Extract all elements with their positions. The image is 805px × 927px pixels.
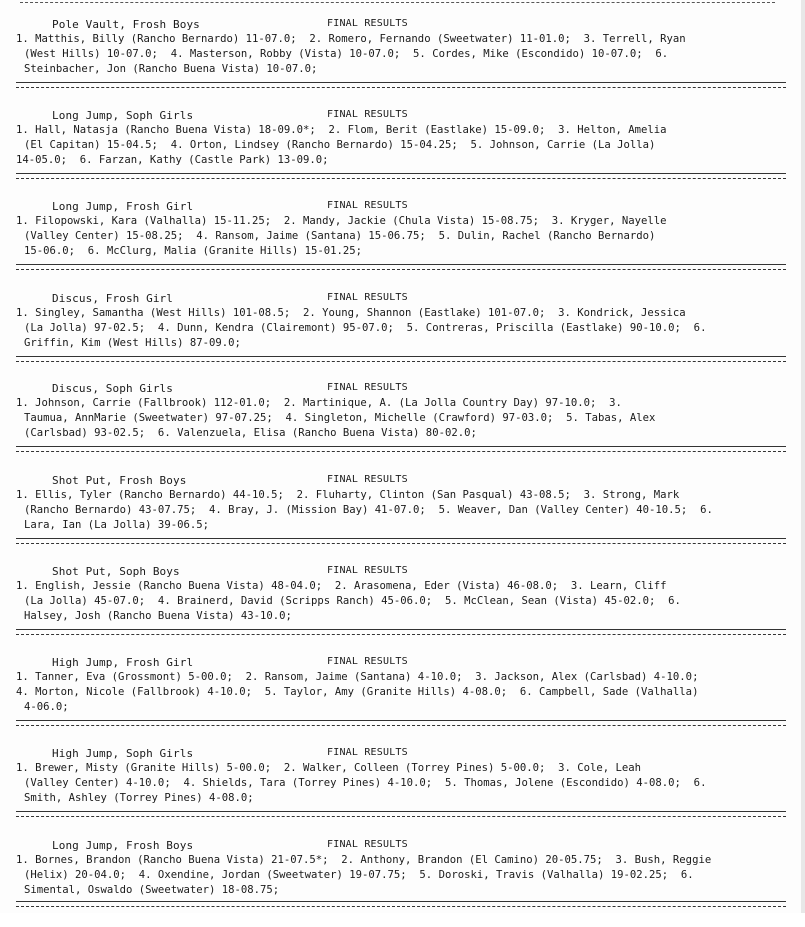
event-results [16,488,776,533]
event-status: FINAL RESULTS [327,839,408,850]
result-line: 1. Tanner, Eva (Grossmont) 5-00.0; 2. Ransom, Jaime (Santana) 4-10.0; 3. Jackson, Alex (Carlsbad) 4-10.0; [16,671,699,683]
event-header [0,472,805,488]
event-header [0,654,805,670]
event-section [0,472,805,562]
section-divider [16,629,786,635]
result-line: (Helix) 20-04.0; 4. Oxendine, Jordan (Sweetwater) 19-07.75; 5. Doroski, Travis (Valhalla) 19-02.25; 6. [24,869,694,881]
result-line: (Carlsbad) 93-02.5; 6. Valenzuela, Elisa (Rancho Buena Vista) 80-02.0; [24,427,477,439]
event-title: High Jump, Frosh Girl [52,656,194,669]
result-line: 1. Matthis, Billy (Rancho Bernardo) 11-07.0; 2. Romero, Fernando (Sweetwater) 11-01.0; 3. Terrell, Ryan [16,33,686,45]
event-status: FINAL RESULTS [327,109,408,120]
event-results [16,123,776,168]
event-header [0,837,805,853]
result-line: (La Jolla) 97-02.5; 4. Dunn, Kendra (Clairemont) 95-07.0; 5. Contreras, Priscilla (Eastlake) 90-10.0; 6. [24,322,707,334]
result-line: (Valley Center) 15-08.25; 4. Ransom, Jaime (Santana) 15-06.75; 5. Dulin, Rachel (Rancho Bernardo) [24,230,656,242]
event-title: High Jump, Soph Girls [52,747,194,760]
result-line: (Rancho Bernardo) 43-07.75; 4. Bray, J. (Mission Bay) 41-07.0; 5. Weaver, Dan (Valley Center) 40-10.5; 6. [24,504,713,516]
event-header [0,563,805,579]
event-title: Shot Put, Frosh Boys [52,474,187,487]
result-line: 1. Brewer, Misty (Granite Hills) 5-00.0; 2. Walker, Colleen (Torrey Pines) 5-00.0; 3. Cole, Leah [16,762,642,774]
page-edge [801,0,805,913]
top-divider [20,2,775,3]
section-divider [16,446,786,452]
event-header [0,107,805,123]
result-line: Smith, Ashley (Torrey Pines) 4-08.0; [24,792,254,804]
event-section [0,16,805,106]
event-header [0,198,805,214]
event-title: Discus, Frosh Girl [52,292,174,305]
event-section [0,380,805,470]
section-divider [16,811,786,817]
result-line: 4-06.0; [24,701,69,713]
event-results [16,214,776,259]
result-line: Halsey, Josh (Rancho Buena Vista) 43-10.0; [24,610,292,622]
section-divider [16,82,786,88]
section-divider [16,901,786,907]
result-line: 4. Morton, Nicole (Fallbrook) 4-10.0; 5. Taylor, Amy (Granite Hills) 4-08.0; 6. Campbell, Sade (Valhalla) [16,686,699,698]
result-line: 1. Singley, Samantha (West Hills) 101-08.5; 2. Young, Shannon (Eastlake) 101-07.0; 3. Kondrick, Jessica [16,307,686,319]
result-line: 14-05.0; 6. Farzan, Kathy (Castle Park) 13-09.0; [16,154,329,166]
event-section [0,563,805,653]
section-divider [16,720,786,726]
event-results [16,306,776,351]
event-section [0,654,805,744]
event-status: FINAL RESULTS [327,200,408,211]
result-line: 1. Ellis, Tyler (Rancho Bernardo) 44-10.5; 2. Fluharty, Clinton (San Pasqual) 43-08.5; 3. Strong, Mark [16,489,680,501]
event-title: Long Jump, Frosh Girl [52,200,194,213]
result-line: (La Jolla) 45-07.0; 4. Brainerd, David (Scripps Ranch) 45-06.0; 5. McClean, Sean (Vista) 45-02.0; 6. [24,595,681,607]
event-status: FINAL RESULTS [327,747,408,758]
result-line: (West Hills) 10-07.0; 4. Masterson, Robby (Vista) 10-07.0; 5. Cordes, Mike (Escondido) 10-07.0; 6. [24,48,669,60]
event-status: FINAL RESULTS [327,565,408,576]
result-line: Simental, Oswaldo (Sweetwater) 18-08.75; [24,884,280,896]
event-section [0,290,805,380]
event-header [0,380,805,396]
event-title: Pole Vault, Frosh Boys [52,18,200,31]
result-line: 1. English, Jessie (Rancho Buena Vista) 48-04.0; 2. Arasomena, Eder (Vista) 46-08.0; 3. Learn, Cliff [16,580,667,592]
result-line: Taumua, AnnMarie (Sweetwater) 97-07.25; 4. Singleton, Michelle (Crawford) 97-03.0; 5. Tabas, Alex [24,412,656,424]
event-status: FINAL RESULTS [327,18,408,29]
event-title: Long Jump, Frosh Boys [52,839,194,852]
result-line: 1. Bornes, Brandon (Rancho Buena Vista) 21-07.5*; 2. Anthony, Brandon (El Camino) 20-05.75; 3. Bush, Reggie [16,854,712,866]
event-title: Shot Put, Soph Boys [52,565,180,578]
result-line: 1. Johnson, Carrie (Fallbrook) 112-01.0; 2. Martinique, A. (La Jolla Country Day) 97-10.0; 3. [16,397,622,409]
section-divider [16,538,786,544]
event-header [0,745,805,761]
event-status: FINAL RESULTS [327,292,408,303]
result-line: Steinbacher, Jon (Rancho Buena Vista) 10-07.0; [24,63,318,75]
result-line: (El Capitan) 15-04.5; 4. Orton, Lindsey (Rancho Bernardo) 15-04.25; 5. Johnson, Carrie (La Jolla) [24,139,656,151]
event-results [16,579,776,624]
result-line: (Valley Center) 4-10.0; 4. Shields, Tara (Torrey Pines) 4-10.0; 5. Thomas, Jolene (Escondido) 4-08.0; 6. [24,777,707,789]
result-line: Lara, Ian (La Jolla) 39-06.5; [24,519,209,531]
result-line: 1. Filopowski, Kara (Valhalla) 15-11.25; 2. Mandy, Jackie (Chula Vista) 15-08.75; 3. Kryger, Nayelle [16,215,667,227]
event-section [0,107,805,197]
event-title: Discus, Soph Girls [52,382,174,395]
event-results [16,853,776,898]
event-results [16,761,776,806]
section-divider [16,356,786,362]
event-header [0,290,805,306]
section-divider [16,173,786,179]
result-line: Griffin, Kim (West Hills) 87-09.0; [24,337,241,349]
section-divider [16,264,786,270]
event-results [16,396,776,441]
event-results [16,32,776,77]
event-section [0,837,805,927]
event-section [0,745,805,835]
event-status: FINAL RESULTS [327,474,408,485]
event-title: Long Jump, Soph Girls [52,109,194,122]
event-section [0,198,805,288]
event-header [0,16,805,32]
event-status: FINAL RESULTS [327,382,408,393]
event-status: FINAL RESULTS [327,656,408,667]
event-results [16,670,776,715]
result-line: 1. Hall, Natasja (Rancho Buena Vista) 18-09.0*; 2. Flom, Berit (Eastlake) 15-09.0; 3. Helton, Amelia [16,124,667,136]
result-line: 15-06.0; 6. McClurg, Malia (Granite Hills) 15-01.25; [24,245,363,257]
